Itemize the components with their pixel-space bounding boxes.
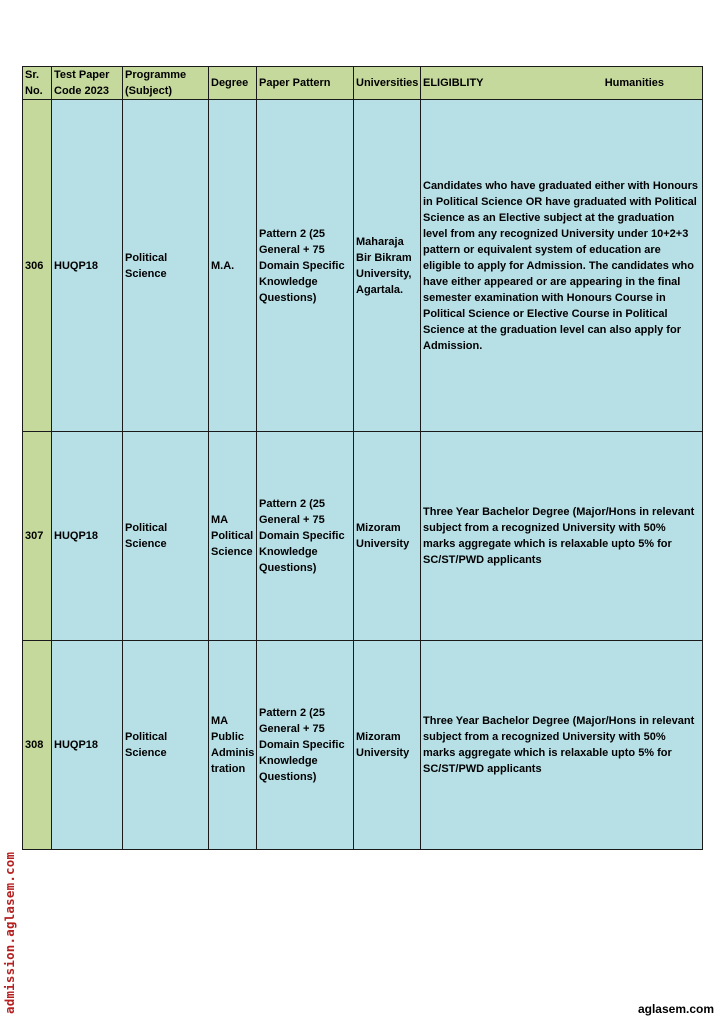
programme-cell: Political Science bbox=[123, 641, 209, 850]
watermark-text: admission.aglasem.com bbox=[2, 851, 17, 1014]
test-paper-code-cell: HUQP18 bbox=[52, 641, 123, 850]
degree-cell: MA Public Adminis tration bbox=[209, 641, 257, 850]
header-eligibility bbox=[421, 67, 703, 100]
footer-site-name: aglasem.com bbox=[637, 1002, 714, 1016]
table-row bbox=[23, 641, 703, 850]
header-degree: Degree bbox=[209, 67, 257, 100]
test-paper-code-cell: HUQP18 bbox=[52, 100, 123, 432]
degree-cell: MA Political Science bbox=[209, 432, 257, 641]
paper-pattern-cell: Pattern 2 (25 General + 75 Domain Specific Knowledge Questions) bbox=[257, 641, 354, 850]
eligibility-cell: Candidates who have graduated either with Honours in Political Science OR have graduated with Political Science as an Elective subject at the graduation level from any recognized University under 10+2+3 pattern or equivalent system of education are eligible to apply for Admission. The candidates who have either appeared or are appearing in the final semester examination with Honours Course in Political Science or Elective Course in Political Science at the graduation level can also apply for Admission. bbox=[421, 100, 703, 432]
sr-no-cell: 308 bbox=[23, 641, 52, 850]
programme-cell: Political Science bbox=[123, 432, 209, 641]
university-cell: Maharaja Bir Bikram University, Agartala. bbox=[354, 100, 421, 432]
test-paper-code-cell: HUQP18 bbox=[52, 432, 123, 641]
header-programme: Programme (Subject) bbox=[123, 67, 209, 100]
header-category: Humanities bbox=[604, 77, 664, 89]
eligibility-cell: Three Year Bachelor Degree (Major/Hons in relevant subject from a recognized University with 50% marks aggregate which is relaxable upto 5% for SC/ST/PWD applicants bbox=[421, 432, 703, 641]
header-test-paper-code: Test Paper Code 2023 bbox=[52, 67, 123, 100]
table-row bbox=[23, 100, 703, 432]
paper-pattern-cell: Pattern 2 (25 General + 75 Domain Specific Knowledge Questions) bbox=[257, 100, 354, 432]
header-paper-pattern: Paper Pattern bbox=[257, 67, 354, 100]
header-row bbox=[23, 67, 703, 100]
header-sr-no: Sr. No. bbox=[23, 67, 52, 100]
paper-pattern-cell: Pattern 2 (25 General + 75 Domain Specific Knowledge Questions) bbox=[257, 432, 354, 641]
degree-cell: M.A. bbox=[209, 100, 257, 432]
programme-cell: Political Science bbox=[123, 100, 209, 432]
header-eligibility-label: ELIGIBLITY bbox=[423, 77, 484, 89]
sr-no-cell: 307 bbox=[23, 432, 52, 641]
eligibility-table bbox=[22, 66, 703, 850]
table-row bbox=[23, 432, 703, 641]
header-universities: Universities bbox=[354, 67, 421, 100]
university-cell: Mizoram University bbox=[354, 641, 421, 850]
sr-no-cell: 306 bbox=[23, 100, 52, 432]
eligibility-cell: Three Year Bachelor Degree (Major/Hons in relevant subject from a recognized University with 50% marks aggregate which is relaxable upto 5% for SC/ST/PWD applicants bbox=[421, 641, 703, 850]
university-cell: Mizoram University bbox=[354, 432, 421, 641]
